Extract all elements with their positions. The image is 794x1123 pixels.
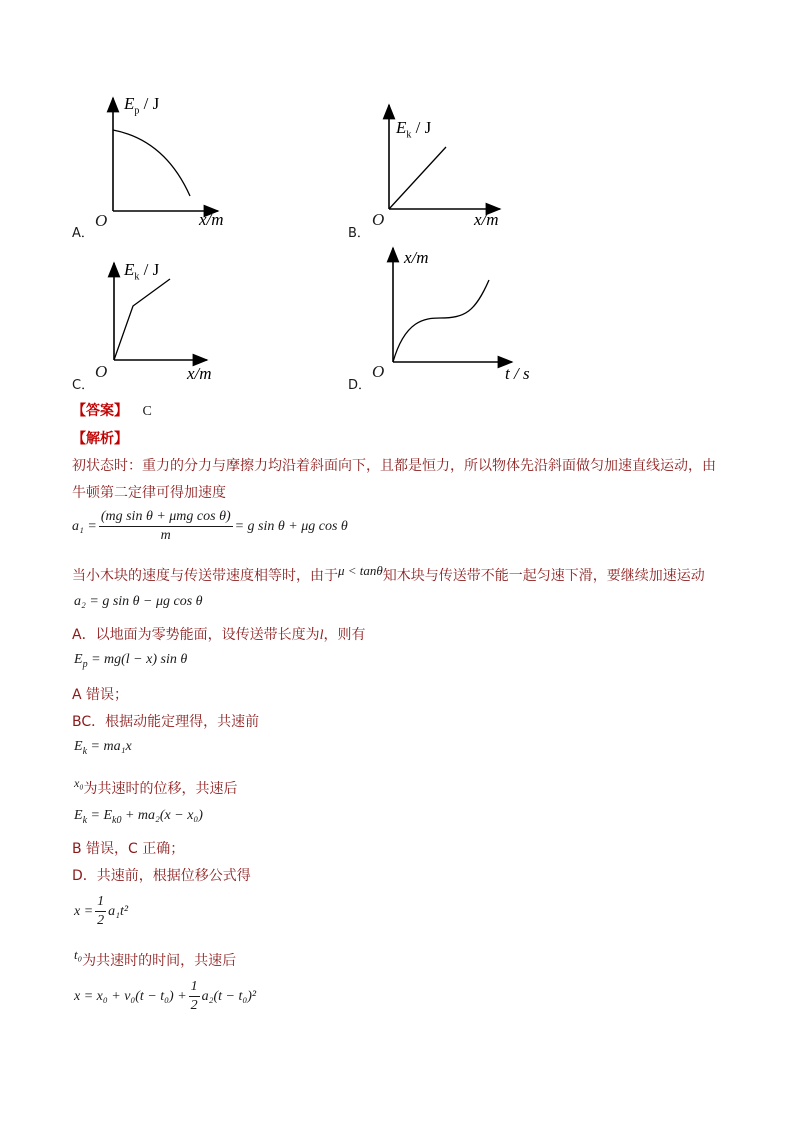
graph-a-curve — [113, 130, 190, 196]
formula-a1: a₁ = $\frac{\text{(mg sin θ + μmg cos θ)}}{m}$ = g sin θ + μg cos θ — [72, 509, 348, 543]
analysis-line1: 初状态时：重力的分力与摩擦力均沿着斜面向下，且都是恒力，所以物体先沿斜面做匀加速直线运动，由 — [72, 458, 716, 474]
graph-c-xlabel: x/m — [187, 364, 212, 383]
formula-xd1: x = $\frac{1}{2}$ a₁t² — [74, 894, 129, 928]
graph-c-line — [114, 279, 170, 360]
formula-ek1: $E_k = ma_1x$ — [74, 739, 132, 757]
graph-b-origin: O — [372, 210, 385, 229]
graph-d-ylabel: x/m — [404, 248, 429, 267]
graph-c-ylabel: $E_k$ / J — [124, 260, 160, 283]
graph-a-xlabel: x/m — [199, 210, 224, 229]
analysis-label: 【解析】 — [72, 431, 128, 447]
answer-value: C — [142, 404, 152, 419]
answer-row — [72, 400, 152, 420]
graph-b-xlabel: x/m — [474, 210, 499, 229]
t0-note: t₀为共速时的时间，共速后 — [74, 947, 237, 969]
graph-a-ylabel: $E_p$ / J — [124, 94, 160, 117]
graph-b-line — [389, 147, 446, 209]
graph-d-origin: O — [372, 362, 385, 381]
answer-label: 【答案】 — [72, 403, 128, 419]
item-a-result: A 错误； — [72, 687, 129, 703]
formula-ek2: $E_k = E_{k0} + ma_2(x - x_0)$ — [74, 808, 203, 826]
item-bc-result: B 错误，C 正确； — [72, 841, 185, 857]
graph-d-xlabel: t / s — [505, 364, 530, 383]
graph-a-origin: O — [95, 211, 108, 230]
graph-c-origin: O — [95, 362, 108, 381]
graph-d-curve — [393, 280, 489, 362]
analysis-line3: 当小木块的速度与传送带速度相等时，由于μ < tanθ知木块与传送带不能一起匀速下滑，要继续加速运动 — [72, 563, 705, 584]
option-a-label: A． — [72, 226, 94, 241]
formula-xd2: x = x₀ + v₀(t − t₀) + $\frac{1}{2}$ a₂(t − t₀)² — [74, 979, 257, 1013]
option-c-label: C． — [72, 378, 95, 393]
item-d-heading: D．共速前，根据位移公式得 — [72, 868, 251, 884]
option-d-label: D． — [348, 378, 372, 393]
formula-ep: $E_p = mg(l - x)$ sin θ — [74, 652, 188, 670]
item-bc-heading: BC．根据动能定理得，共速前 — [72, 714, 260, 730]
option-b-label: B． — [348, 226, 370, 241]
analysis-line2: 牛顿第二定律可得加速度 — [72, 485, 226, 501]
item-a-heading: A．以地面为零势能面，设传送带长度为l，则有 — [72, 627, 366, 643]
graph-b-ylabel: $E_k$ / J — [396, 118, 432, 141]
x0-note: x₀为共速时的位移，共速后 — [74, 776, 238, 797]
formula-a2: a₂ = g sin θ − μg cos θ — [74, 594, 203, 609]
